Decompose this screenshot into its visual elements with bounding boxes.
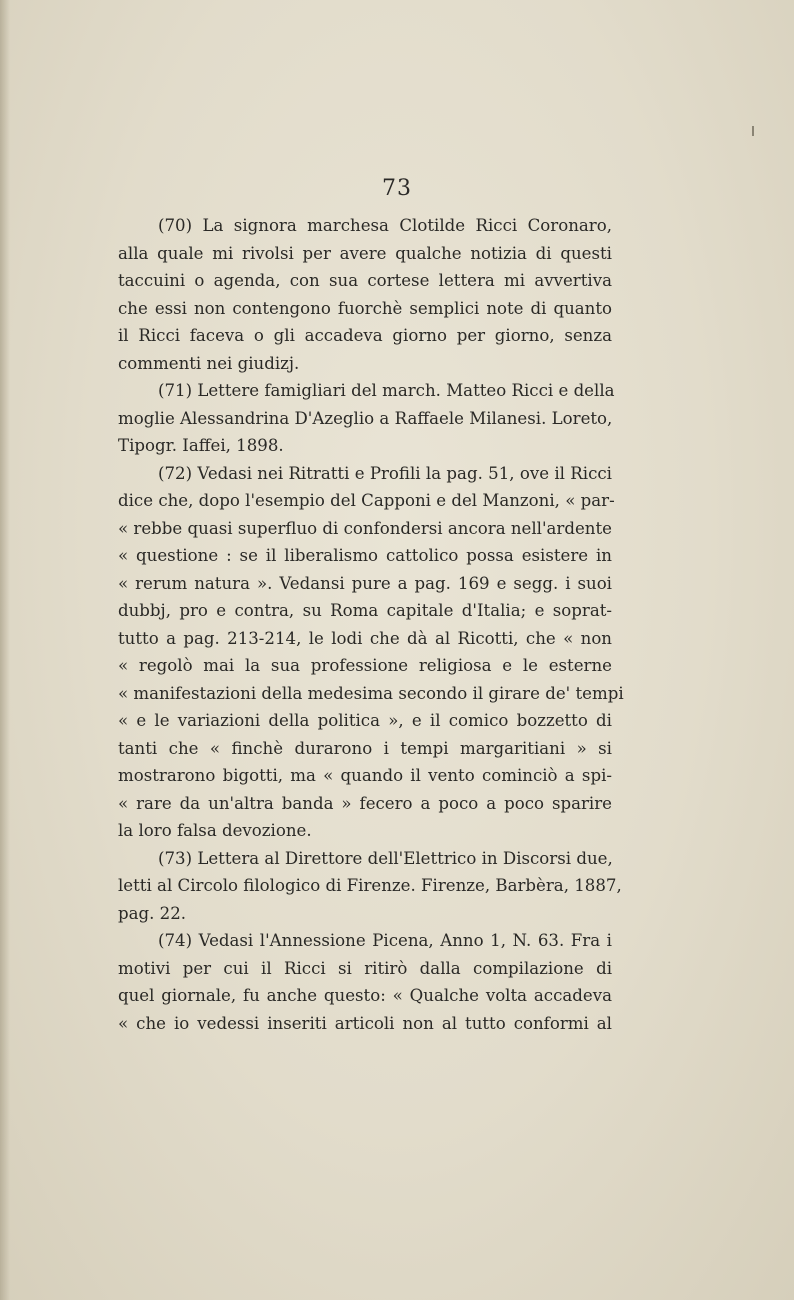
text-line: tutto a pag. 213-214, le lodi che dà al Ricotti, che « non xyxy=(118,628,612,648)
footnote-74 xyxy=(118,927,612,1037)
text-line: (70) La signora marchesa Clotilde Ricci Coronaro, xyxy=(158,216,612,235)
printer-mark xyxy=(752,126,754,136)
text-line: « e le variazioni della politica », e il comico bozzetto di xyxy=(118,711,612,730)
text-line: dice che, dopo l'esempio del Capponi e del Manzoni, « par- xyxy=(118,491,615,510)
text-line: letti al Circolo filologico di Firenze. Firenze, Barbèra, 1887, xyxy=(118,876,622,895)
text-line: « che io vedessi inseriti articoli non al tutto conformi al xyxy=(118,1013,612,1033)
text-line: la loro falsa devozione. xyxy=(118,821,312,840)
footnotes-text xyxy=(118,212,624,1037)
text-line: « rare da un'altra banda » fecero a poco a poco sparire xyxy=(118,793,612,813)
text-line: mostrarono bigotti, ma « quando il vento cominciò a spi- xyxy=(118,766,612,785)
text-line: quel giornale, fu anche questo: « Qualche volta accadeva xyxy=(118,986,612,1005)
text-line: commenti nei giudizj. xyxy=(118,353,300,373)
text-line: « rebbe quasi superfluo di confondersi ancora nell'ardente xyxy=(118,518,612,538)
footnote-71 xyxy=(118,377,615,460)
text-line: che essi non contengono fuorchè semplici note di quanto xyxy=(118,298,612,318)
text-line: taccuini o agenda, con sua cortese lettera mi avvertiva xyxy=(118,271,612,290)
text-line: Tipogr. Iaffei, 1898. xyxy=(118,436,284,455)
text-line: (73) Lettera al Direttore dell'Elettrico in Discorsi due, xyxy=(158,848,613,868)
footnote-70 xyxy=(118,212,612,377)
text-line: il Ricci faceva o gli accadeva giorno per giorno, senza xyxy=(118,326,612,345)
text-line: alla quale mi rivolsi per avere qualche notizia di questi xyxy=(118,243,612,263)
footnote-73 xyxy=(118,845,622,928)
footnote-72 xyxy=(118,460,624,845)
text-line: « rerum natura ». Vedansi pure a pag. 169 e segg. i suoi xyxy=(118,573,612,593)
text-line: (74) Vedasi l'Annessione Picena, Anno 1, N. 63. Fra i xyxy=(158,931,612,950)
text-line: « manifestazioni della medesima secondo il girare de' tempi xyxy=(118,683,624,703)
text-line: moglie Alessandrina D'Azeglio a Raffaele Milanesi. Loreto, xyxy=(118,408,613,428)
page-number: 73 xyxy=(382,176,412,201)
text-line: tanti che « finchè durarono i tempi margaritiani » si xyxy=(118,738,612,758)
text-line: pag. 22. xyxy=(118,903,187,923)
text-line: « questione : se il liberalismo cattolico possa esistere in xyxy=(118,546,612,565)
text-line: (72) Vedasi nei Ritratti e Profili la pag. 51, ove il Ricci xyxy=(158,463,612,483)
text-line: « regolò mai la sua professione religiosa e le esterne xyxy=(118,656,612,675)
text-line: (71) Lettere famigliari del march. Matteo Ricci e della xyxy=(158,381,615,400)
text-line: dubbj, pro e contra, su Roma capitale d'Italia; e soprat- xyxy=(118,601,612,620)
text-line: motivi per cui il Ricci si ritirò dalla compilazione di xyxy=(118,958,612,978)
